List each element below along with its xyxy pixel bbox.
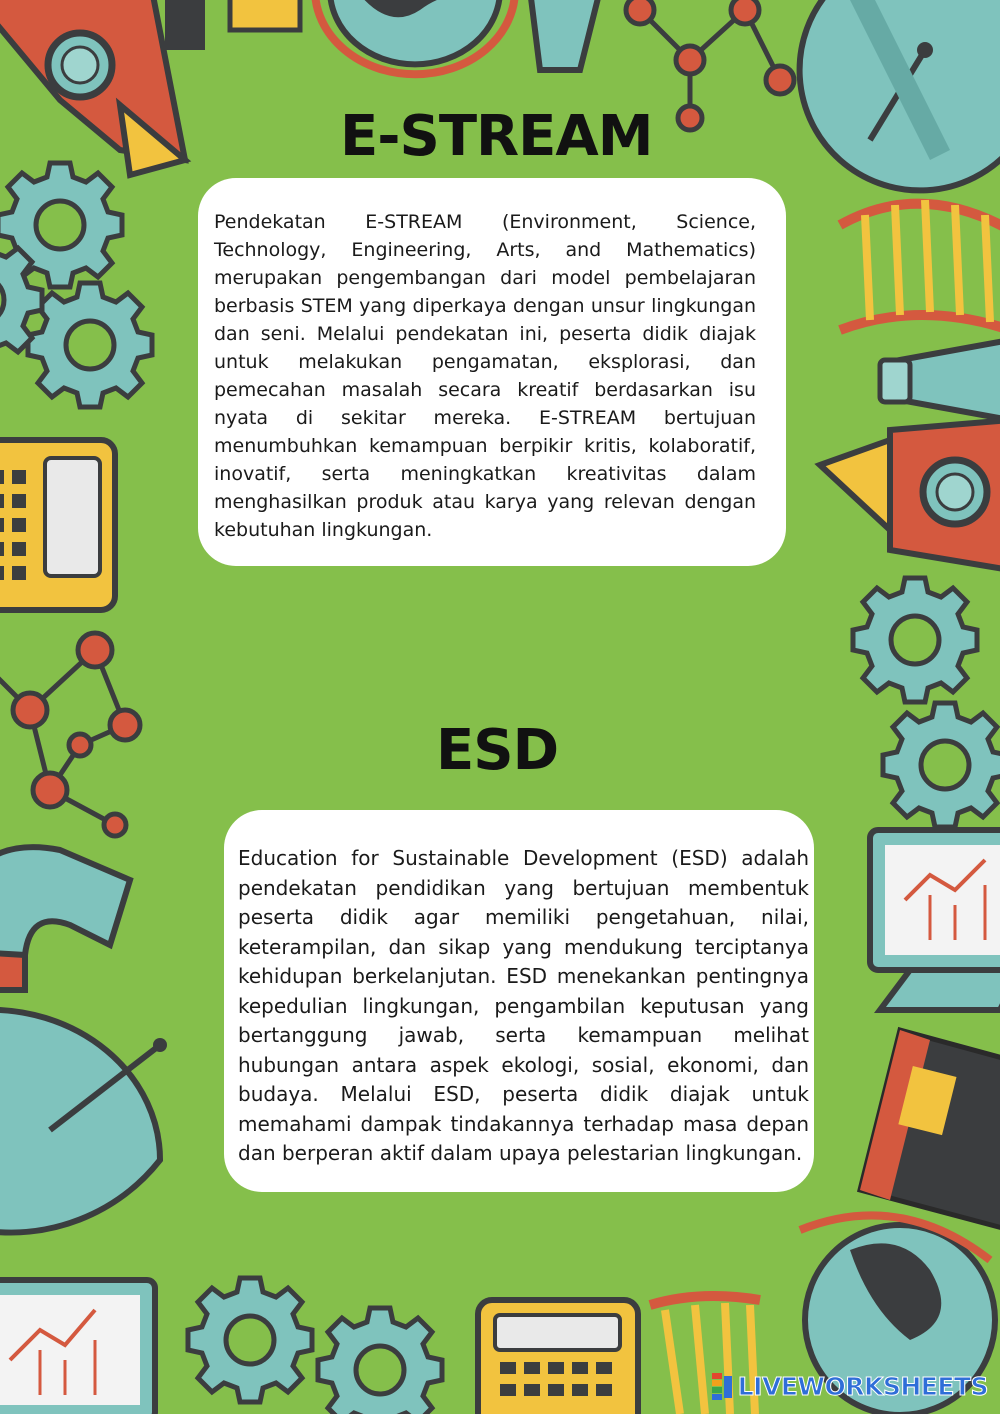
molecule-icon [0, 633, 140, 836]
section-title-esd: ESD [436, 718, 559, 783]
rocket-icon [0, 0, 185, 175]
section-title-estream: E-STREAM [340, 104, 653, 169]
liveworksheets-logo-icon [712, 1373, 734, 1401]
rocket-icon [820, 420, 1000, 570]
satellite-dish-icon [800, 0, 1000, 190]
esd-description-card [224, 810, 814, 1192]
watermark-text: LIVEWORKSHEETS [737, 1372, 988, 1401]
chart-board-icon [0, 1280, 155, 1414]
globe-icon [315, 0, 515, 74]
gear-icon [28, 283, 152, 407]
gear-icon [883, 703, 1000, 827]
flask-icon [530, 0, 600, 70]
laptop-icon [870, 830, 1000, 1010]
gear-icon [318, 1308, 442, 1414]
book-icon [860, 1030, 1000, 1230]
flask-icon [880, 340, 1000, 420]
satellite-dish-icon [0, 1010, 167, 1233]
gear-icon [188, 1278, 312, 1402]
magnet-icon [0, 847, 130, 990]
calculator-icon [478, 1300, 638, 1414]
gear-icon [853, 578, 977, 702]
esd-description-text: Education for Sustainable Development (ESD) adalah pendekatan pendidikan yang bertujuan membentuk peserta didik agar memiliki pengetahuan, nilai, keterampilan, dan sikap yang mendukung terciptanya kehidupan berkelanjutan. ESD menekankan pentingnya kepedulian lingkungan, pengambilan keputusan yang bertanggung jawab, serta kemampuan melihat hubungan antara aspek ekologi, sosial, ekonomi, dan budaya. Melalui ESD, peserta didik diajak untuk memahami dampak tindakannya terhadap masa depan dan berperan aktif dalam upaya pelestarian lingkungan. [238, 846, 809, 1165]
liveworksheets-watermark [712, 1372, 988, 1401]
calculator-icon [0, 440, 115, 610]
dna-icon [840, 200, 1000, 330]
estream-description-card [198, 178, 786, 566]
estream-description-text: Pendekatan E-STREAM (Environment, Science, Technology, Engineering, Arts, and Mathematics) merupakan pengembangan dari model pembelajaran berbasis STEM yang diperkaya dengan unsur lingkungan dan seni. Melalui pendekatan ini, peserta didik diajak untuk melakukan pengamatan, eksplorasi, dan pemecahan masalah secara kreatif berdasarkan isu nyata di sekitar mereka. E-STREAM bertujuan menumbuhkan kemampuan berpikir kritis, kolaboratif, inovatif, serta meningkatkan kreativitas dalam menghasilkan produk atau karya yang relevan dengan kebutuhan lingkungan. [214, 211, 756, 541]
